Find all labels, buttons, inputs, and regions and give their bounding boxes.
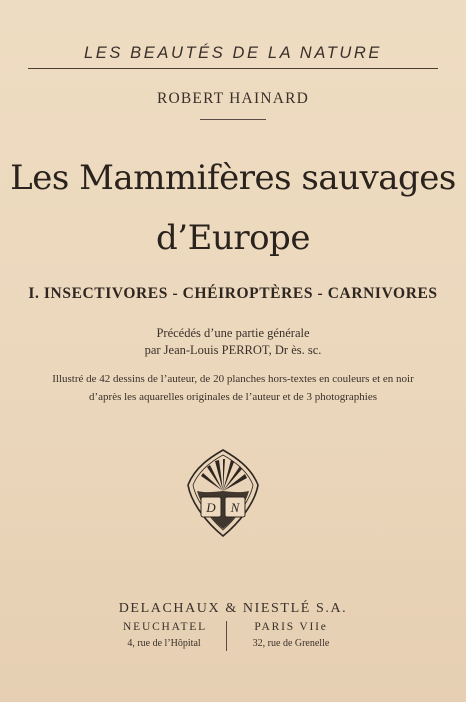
book-title-line-1: Les Mammifères sauvages (10, 158, 456, 198)
publisher-monogram-icon (185, 447, 261, 539)
svg-text:D: D (206, 500, 216, 515)
publisher-city-left: NEUCHATEL (123, 621, 207, 633)
illustrations-line-2: d’après les aquarelles originales de l’auteur et de 3 photographies (88, 391, 378, 403)
series-title: LES BEAUTÉS DE LA NATURE (83, 44, 383, 62)
top-rule (28, 68, 438, 69)
svg-text:N: N (230, 500, 240, 515)
publisher-address-left: 4, rue de l’Hôpital (127, 638, 201, 649)
book-title-line-2: d’Europe (156, 218, 310, 258)
publisher-city-right: PARIS VIIe (254, 621, 328, 633)
illustrations-line-1: Illustré de 42 dessins de l’auteur, de 20 planches hors-textes en couleurs et en noir (52, 373, 414, 385)
publisher-name: DELACHAUX & NIESTLÉ S.A. (118, 601, 348, 616)
author-rule (200, 119, 266, 120)
publisher-divider (226, 621, 227, 651)
publisher-address-right: 32, rue de Grenelle (252, 638, 330, 649)
intro-line-2: par Jean-Louis PERROT, Dr ès. sc. (144, 343, 322, 357)
volume-subtitle: I. INSECTIVORES - CHÉIROPTÈRES - CARNIVORES (28, 285, 438, 302)
author-name: ROBERT HAINARD (156, 90, 310, 107)
intro-line-1: Précédés d’une partie générale (156, 326, 310, 340)
